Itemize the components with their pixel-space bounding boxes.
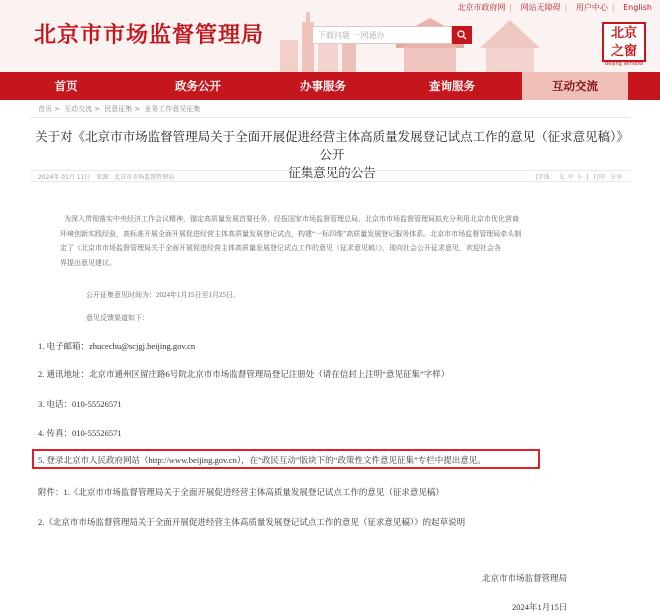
logo-line1: 北京 — [610, 26, 637, 41]
intro-line-1: 为深入贯彻落实中央经济工作会议精神，锚定高质量发展首要任务，经报国家市场监督管理总局，北京市市场监督管理局拟充分利用北京市优化营商 — [64, 215, 519, 223]
publish-date: 2024年1月15日 — [512, 602, 568, 612]
channel-fax: 4. 传真：010-55526571 — [38, 428, 122, 438]
top-link-gov[interactable]: 北京市政府网 — [457, 3, 506, 12]
channel-address: 2. 通讯地址：北京市通州区留庄路6号院北京市市场监督管理局登记注册处（请在信封上注明“意见征集”字样） — [38, 369, 450, 379]
meta-date: 2024年 01月 11日 — [38, 174, 91, 181]
breadcrumb-home[interactable]: 首页 — [38, 105, 52, 113]
breadcrumb: 首页 > 互动交流 > 民意征集 > 业务工作意见征集 — [38, 105, 201, 113]
font-size-medium[interactable]: 中 — [567, 174, 574, 181]
breadcrumb-opinion[interactable]: 民意征集 — [104, 105, 133, 113]
nav-item-query[interactable]: 查询服务 — [429, 79, 475, 93]
intro-line-4: 界提出意见建议。 — [60, 258, 116, 267]
breadcrumb-divider — [30, 117, 630, 118]
top-link-english[interactable]: English — [623, 3, 652, 12]
channel-email: 1. 电子邮箱：zhucechu@scjgj.beijing.gov.cn — [38, 341, 196, 351]
meta-source: 来源：北京市市场监督管理局 — [96, 174, 175, 181]
period-text: 公开征集意见时间为：2024年1月15日至1月25日。 — [86, 291, 240, 299]
share-link[interactable]: 分享 — [609, 174, 622, 181]
intro-paragraph — [60, 212, 522, 270]
logo-line2: 之窗 — [610, 44, 637, 59]
nav-item-services[interactable]: 办事服务 — [300, 79, 346, 93]
meta-font-label: [字体： — [535, 174, 556, 181]
top-link-accessibility[interactable]: 网站无障碍 — [520, 3, 561, 12]
beijing-window-logo[interactable] — [602, 22, 646, 67]
intro-line-3: 定了《北京市市场监督管理局关于全面开展促进经营主体高质量发展登记试点工作的意见（征求意见稿）》，现向社会公开征求意见，欢迎社会各 — [60, 244, 501, 252]
article-title-line1: 关于对《北京市市场监督管理局关于全面开展促进经营主体高质量发展登记试点工作的意见（征求意见稿）》公开 — [35, 129, 629, 162]
logo-sub: Beijing Window — [604, 61, 644, 67]
top-links: 北京市政府网 | 网站无障碍 | 用户中心 | English — [457, 3, 652, 12]
search-icon — [457, 30, 467, 40]
font-size-small[interactable]: 小 — [576, 174, 583, 181]
attachment-1[interactable]: 附件：1.《北京市市场监督管理局关于全面开展促进经营主体高质量发展登记试点工作的意见（征求意见稿） — [38, 487, 444, 497]
nav-item-government-affairs[interactable]: 政务公开 — [175, 79, 221, 93]
main-nav — [0, 72, 660, 100]
meta-right — [532, 172, 622, 181]
print-link[interactable]: 打印 — [593, 174, 606, 181]
nav-item-home[interactable]: 首页 — [54, 79, 78, 93]
signature: 北京市市场监督管理局 — [482, 573, 568, 583]
nav-item-interaction[interactable]: 互动交流 — [522, 72, 628, 100]
font-size-large[interactable]: 大 — [558, 174, 565, 181]
search-button[interactable] — [452, 26, 472, 44]
breadcrumb-current[interactable]: 业务工作意见征集 — [144, 105, 201, 113]
channel-website: 5. 登录北京市人民政府网站（http://www.beijing.gov.cn），在“政民互动”版块下的“政策性文件意见征集”专栏中提出意见。 — [38, 455, 486, 465]
site-title[interactable]: 北京市市场监督管理局 — [34, 23, 265, 48]
intro-line-2: 环境创新实践经验，高标准开展全面开展促进经营主体高质量发展登记试点，构建“一标四维”高质量发展登记服务体系。北京市市场监督管理局牵头制 — [60, 229, 522, 238]
search-input[interactable]: 下载问题 一网通办 — [312, 26, 452, 44]
breadcrumb-interaction[interactable]: 互动交流 — [64, 105, 93, 113]
meta-left — [38, 172, 174, 181]
site-header — [0, 0, 660, 72]
meta-font-end: ] — [585, 174, 589, 181]
top-link-user-center[interactable]: 用户中心 — [575, 3, 608, 12]
channel-phone: 3. 电话：010-55526571 — [38, 399, 122, 409]
article-title-line2: 征集意见的公告 — [288, 165, 376, 180]
article-meta — [30, 170, 630, 182]
feedback-intro: 意见反馈渠道如下： — [86, 314, 149, 322]
attachment-2[interactable]: 2.《北京市市场监督管理局关于全面开展促进经营主体高质量发展登记试点工作的意见（征求意见稿）》的起草说明 — [38, 517, 466, 527]
